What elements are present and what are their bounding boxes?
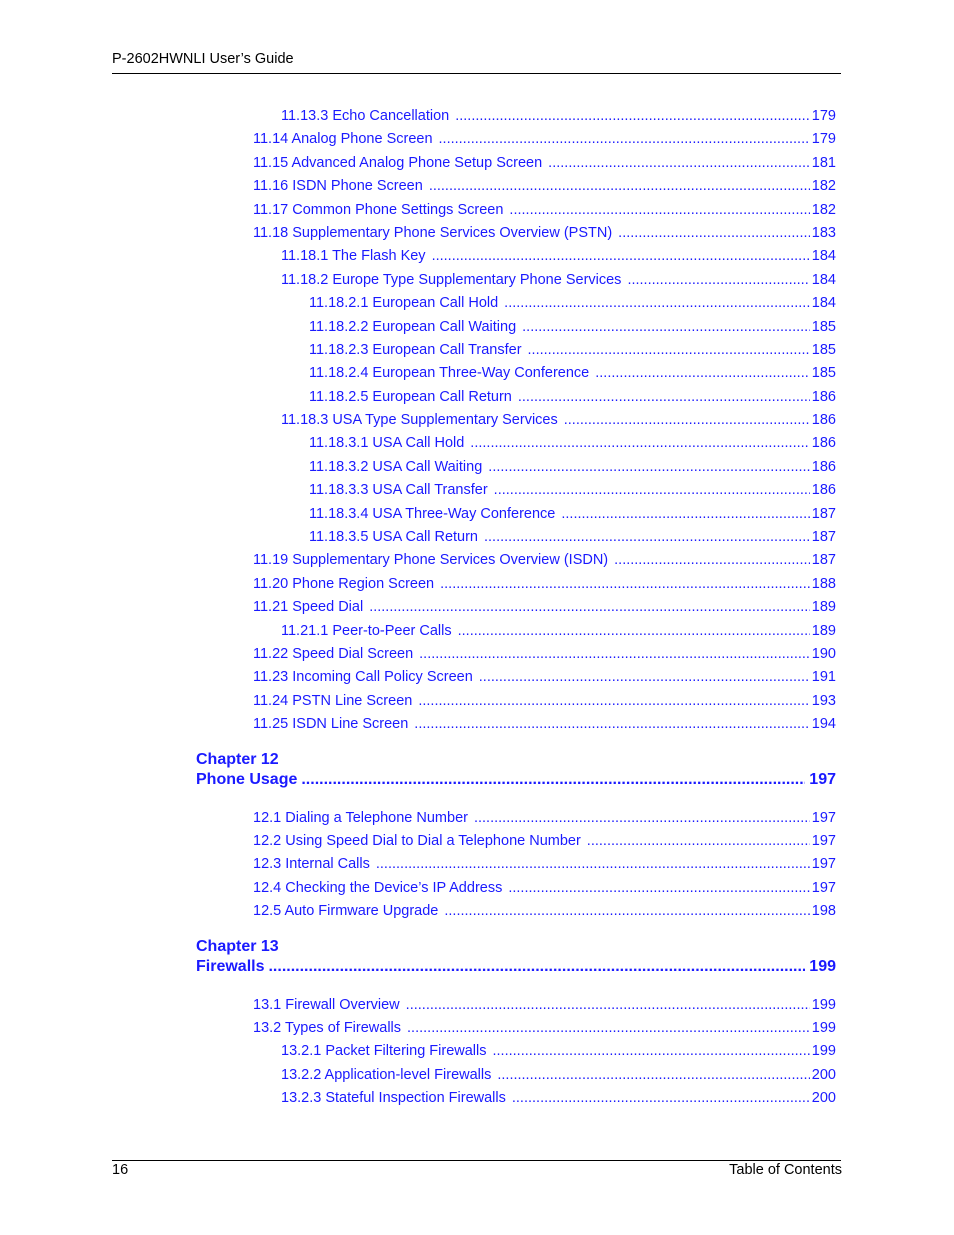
toc-entry-label: 11.18.2.3 European Call Transfer: [309, 342, 522, 358]
toc-entry[interactable]: [253, 223, 836, 243]
footer-section-title: Table of Contents: [729, 1162, 842, 1178]
toc-entry[interactable]: [309, 527, 836, 547]
toc-entry-page: 200: [811, 1067, 836, 1083]
toc-entry-page: 184: [811, 272, 836, 288]
toc-entry-page: 179: [811, 108, 836, 124]
toc-entry-label: 12.5 Auto Firmware Upgrade: [253, 903, 439, 919]
toc-entry[interactable]: [253, 574, 836, 594]
toc-entry[interactable]: [309, 457, 836, 477]
toc-entry[interactable]: [253, 901, 836, 921]
toc-entry[interactable]: [281, 1065, 836, 1085]
chapter-13-entry[interactable]: [196, 958, 836, 976]
toc-entry-page: 184: [811, 295, 836, 311]
toc-entry-page: 191: [811, 669, 836, 685]
toc-entry-label: 11.22 Speed Dial Screen: [253, 646, 414, 662]
toc-entry[interactable]: [309, 433, 836, 453]
toc-entry-label: 12.4 Checking the Device’s IP Address: [253, 880, 503, 896]
toc-entry-page: 185: [811, 319, 836, 335]
toc-entry-label: 11.18.3.3 USA Call Transfer: [309, 482, 488, 498]
toc-entry-label: 11.16 ISDN Phone Screen: [253, 178, 423, 194]
toc-entry[interactable]: [253, 129, 836, 149]
toc-entry-label: 11.18.2.2 European Call Waiting: [309, 319, 517, 335]
toc-entry-page: 189: [811, 623, 836, 639]
toc-entry-page: 181: [811, 155, 836, 171]
toc-entry-label: 11.21.1 Peer-to-Peer Calls: [281, 623, 452, 639]
toc-entry-page: 185: [811, 342, 836, 358]
toc-entry[interactable]: [309, 480, 836, 500]
toc-entry-page: 188: [811, 576, 836, 592]
toc-entry[interactable]: [281, 106, 836, 126]
toc-entry[interactable]: [253, 808, 836, 828]
toc-entry-page: 199: [811, 1020, 836, 1036]
toc-entry-label: 11.20 Phone Region Screen: [253, 576, 435, 592]
toc-entry[interactable]: [253, 995, 836, 1015]
toc-entry-page: 187: [811, 552, 836, 568]
toc-entry-page: 197: [811, 833, 836, 849]
chapter-13-label[interactable]: Chapter 13: [196, 938, 279, 955]
toc-entry[interactable]: [309, 504, 836, 524]
toc-entry-label: 11.18.1 The Flash Key: [281, 248, 426, 264]
toc-entry-page: 186: [811, 482, 836, 498]
toc-entry-label: 12.2 Using Speed Dial to Dial a Telephone Number: [253, 833, 581, 849]
chapter-page: 197: [809, 771, 836, 788]
toc-entry[interactable]: [281, 1088, 836, 1108]
toc-entry-label: 12.1 Dialing a Telephone Number: [253, 810, 468, 826]
toc-entry-label: 11.18 Supplementary Phone Services Overview (PSTN): [253, 225, 613, 241]
chapter-12-label[interactable]: Chapter 12: [196, 751, 279, 768]
toc-entry-page: 194: [811, 716, 836, 732]
toc-entry[interactable]: [281, 1041, 836, 1061]
chapter-title: Firewalls: [196, 958, 265, 975]
toc-entry-page: 186: [811, 435, 836, 451]
toc-entry-label: 11.18.3.5 USA Call Return: [309, 529, 478, 545]
toc-entry-label: 11.17 Common Phone Settings Screen: [253, 202, 504, 218]
toc-entry-page: 182: [811, 202, 836, 218]
toc-entry[interactable]: [309, 293, 836, 313]
toc-entry-label: 11.18.2.4 European Three-Way Conference: [309, 365, 590, 381]
toc-entry[interactable]: [253, 1018, 836, 1038]
toc-entry-label: 11.25 ISDN Line Screen: [253, 716, 409, 732]
toc-entry-label: 12.3 Internal Calls: [253, 856, 370, 872]
toc-entry[interactable]: [253, 714, 836, 734]
toc-entry-page: 185: [811, 365, 836, 381]
footer-rule: [112, 1160, 841, 1161]
toc-entry[interactable]: [281, 270, 836, 290]
toc-entry[interactable]: [309, 363, 836, 383]
toc-entry[interactable]: [281, 246, 836, 266]
toc-entry[interactable]: [253, 153, 836, 173]
toc-entry-page: 186: [811, 412, 836, 428]
toc-entry-label: 11.18.2 Europe Type Supplementary Phone Services: [281, 272, 622, 288]
toc-entry-page: 184: [811, 248, 836, 264]
toc-entry-page: 197: [811, 856, 836, 872]
toc-entry[interactable]: [253, 878, 836, 898]
toc-entry-label: 11.18.2.1 European Call Hold: [309, 295, 499, 311]
toc-entry-page: 197: [811, 810, 836, 826]
toc-entry-label: 11.19 Supplementary Phone Services Overview (ISDN): [253, 552, 609, 568]
chapter-title: Phone Usage: [196, 771, 298, 788]
toc-entry[interactable]: [281, 410, 836, 430]
toc-entry-page: 187: [811, 529, 836, 545]
toc-entry[interactable]: [253, 667, 836, 687]
toc-entry-label: 11.18.3 USA Type Supplementary Services: [281, 412, 558, 428]
toc-entry-label: 13.2.3 Stateful Inspection Firewalls: [281, 1090, 506, 1106]
toc-entry[interactable]: [309, 340, 836, 360]
header-rule: [112, 73, 841, 74]
toc-entry-page: 183: [811, 225, 836, 241]
toc-entry-page: 189: [811, 599, 836, 615]
toc-entry[interactable]: [253, 854, 836, 874]
toc-entry-label: 11.18.3.2 USA Call Waiting: [309, 459, 483, 475]
toc-entry[interactable]: [253, 644, 836, 664]
toc-entry[interactable]: [253, 550, 836, 570]
chapter-page: 199: [809, 958, 836, 975]
toc-entry-page: 187: [811, 506, 836, 522]
toc-entry[interactable]: [253, 597, 836, 617]
toc-entry-page: 190: [811, 646, 836, 662]
toc-entry-label: 11.18.3.1 USA Call Hold: [309, 435, 465, 451]
toc-entry[interactable]: [281, 621, 836, 641]
toc-entry[interactable]: [309, 387, 836, 407]
toc-entry-label: 13.2.2 Application-level Firewalls: [281, 1067, 492, 1083]
toc-entry[interactable]: [309, 317, 836, 337]
toc-entry[interactable]: [253, 691, 836, 711]
toc-entry-page: 199: [811, 1043, 836, 1059]
toc-entry-label: 11.18.2.5 European Call Return: [309, 389, 512, 405]
toc-entry-page: 200: [811, 1090, 836, 1106]
toc-entry-label: 11.21 Speed Dial: [253, 599, 364, 615]
toc-entry-label: 11.14 Analog Phone Screen: [253, 131, 433, 147]
toc-entry-label: 11.13.3 Echo Cancellation: [281, 108, 450, 124]
toc-entry-page: 199: [811, 997, 836, 1013]
toc-entry-label: 11.24 PSTN Line Screen: [253, 693, 413, 709]
toc-entry[interactable]: [253, 831, 836, 851]
footer-page-number: 16: [112, 1162, 129, 1178]
toc-entry-label: 13.2.1 Packet Filtering Firewalls: [281, 1043, 487, 1059]
toc-entry-page: 198: [811, 903, 836, 919]
toc-entry-page: 193: [811, 693, 836, 709]
toc-entry-label: 11.15 Advanced Analog Phone Setup Screen: [253, 155, 543, 171]
chapter-12-entry[interactable]: [196, 771, 836, 789]
toc-entry-label: 11.23 Incoming Call Policy Screen: [253, 669, 473, 685]
toc-entry-page: 197: [811, 880, 836, 896]
toc-entry-page: 179: [811, 131, 836, 147]
toc-entry-label: 13.1 Firewall Overview: [253, 997, 400, 1013]
toc-entry[interactable]: [253, 200, 836, 220]
toc-entry-label: 11.18.3.4 USA Three-Way Conference: [309, 506, 556, 522]
toc-entry-label: 13.2 Types of Firewalls: [253, 1020, 402, 1036]
toc-entry-page: 186: [811, 459, 836, 475]
header-title: P-2602HWNLI User’s Guide: [112, 51, 294, 67]
toc-entry-page: 182: [811, 178, 836, 194]
toc-entry-page: 186: [811, 389, 836, 405]
toc-entry[interactable]: [253, 176, 836, 196]
